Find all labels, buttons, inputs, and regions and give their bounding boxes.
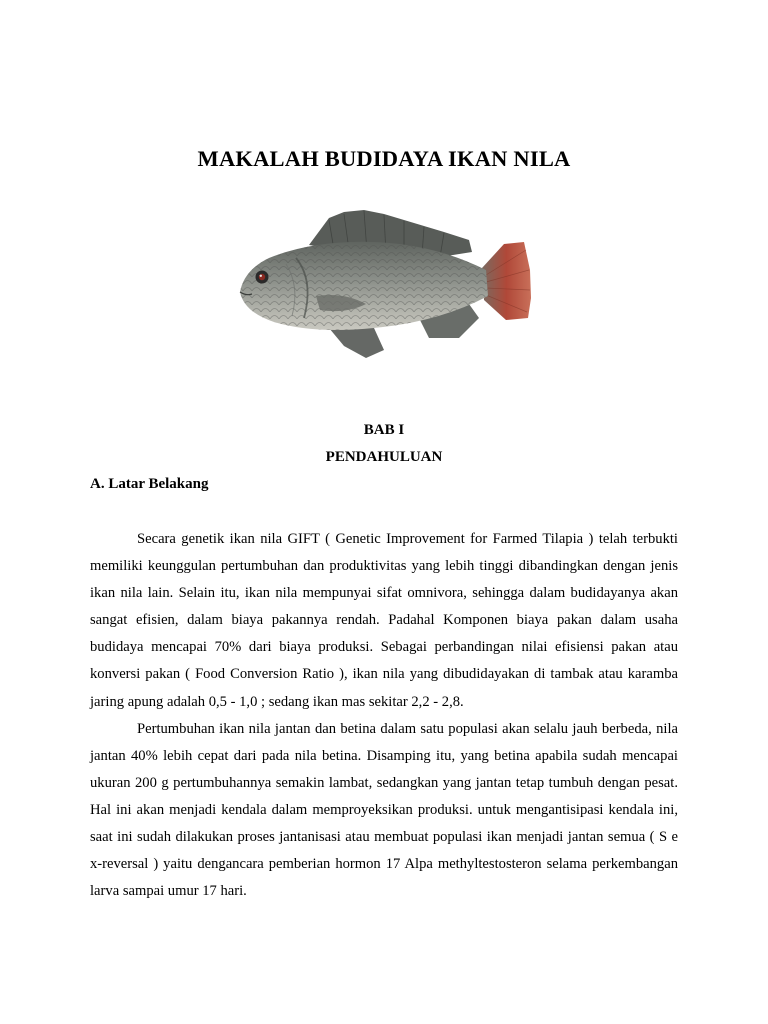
body-text [90,526,678,905]
chapter-title: PENDAHULUAN [325,449,443,465]
section-heading: A. Latar Belakang [90,476,209,492]
document-title: MAKALAH BUDIDAYA IKAN NILA [197,146,571,171]
paragraph-1: Secara genetik ikan nila GIFT ( Genetic Improvement for Farmed Tilapia ) telah terbukti memiliki keunggulan pertumbuhan dan produktivitas yang lebih tinggi dibandingkan dengan jenis ikan nila lain. Selain itu, ikan nila mempunyai sifat omnivora, sehingga dalam budidayanya akan sangat efisien, dalam biaya pakannya rendah. Padahal Komponen biaya pakan dalam usaha budidaya mencapai 70% dari biaya produksi. Sebagai perbandingan nilai efisiensi pakan atau konversi pakan ( Food Conversion Ratio ), ikan nila yang dibudidayakan di tambak atau karamba jaring apung adalah 0,5 - 1,0 ; sedang ikan mas sekitar 2,2 - 2,8. [90,531,678,710]
chapter-number: BAB I [363,422,405,438]
paragraph-2: Pertumbuhan ikan nila jantan dan betina dalam satu populasi akan selalu jauh berbeda, nila jantan 40% lebih cepat dari pada nila betina. Disamping itu, yang betina apabila sudah mencapai ukuran 200 g pertumbuhannya semakin lambat, sedangkan yang jantan tetap tumbuh dengan pesat. Hal ini akan menjadi kendala dalam memproyeksikan produksi. untuk mengantisipasi kendala ini, saat ini sudah dilakukan proses jantanisasi atau membuat populasi ikan menjadi jantan semua ( S e x-reversal ) yaitu dengancara pemberian hormon 17 Alpa methyltestosteron selama perkembangan larva sampai umur 17 hari. [90,720,678,900]
tilapia-fish-icon [234,200,534,370]
